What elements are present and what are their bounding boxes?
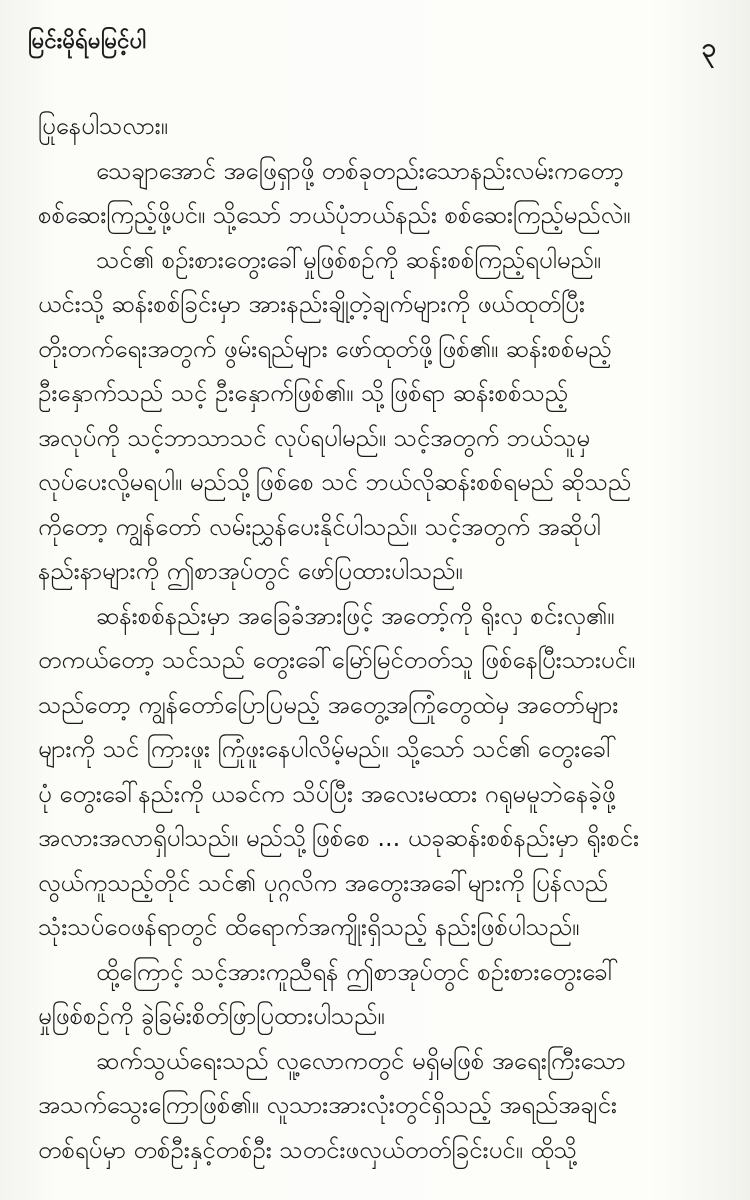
text-line: ပုံ တွေးခေါ်နည်းကို ယခင်က သိပ်ပြီး အလေးမထား ဂရုမမူဘဲနေခဲ့ဖို့ xyxy=(38,779,616,808)
body-text xyxy=(38,104,728,1172)
text-line: အလားအလာရှိပါသည်။ မည်သို့ဖြစ်စေ ... ယခုဆန်းစစ်နည်းမှာ ရိုးစင်း xyxy=(38,824,640,852)
text-line: တစ်ရပ်မှာ တစ်ဦးနှင့်တစ်ဦး သတင်းဖလှယ်တတ်ခြင်းပင်။ ထိုသို့ xyxy=(38,1135,577,1164)
text-line: လွယ်ကူသည့်တိုင် သင်၏ ပုဂ္ဂလိက အတွေးအခေါ်များကို ပြန်လည် xyxy=(38,868,608,897)
paragraph-start-line: သင်၏ စဉ်းစားတွေးခေါ်မှုဖြစ်စဉ်ကို ဆန်းစစ်ကြည့်ရပါမည်။ xyxy=(96,245,601,274)
text-line: ယင်းသို့ ဆန်းစစ်ခြင်းမှာ အားနည်းချို့တဲ့ချက်များကို ဖယ်ထုတ်ပြီး xyxy=(38,290,585,318)
text-line: သုံးသပ်ဝေဖန်ရာတွင် ထိရောက်အကျိုးရှိသည့် နည်းဖြစ်ပါသည်။ xyxy=(38,913,580,941)
text-line: အသက်သွေးကြောဖြစ်၏။ လူသားအားလုံးတွင်ရှိသည့် အရည်အချင်း xyxy=(38,1091,617,1119)
paragraph-start-line: ဆက်သွယ်ရေးသည် လူ့လောကတွင် မရှိမဖြစ် အရေးကြီးသော xyxy=(96,1046,626,1075)
text-line: ပြုနေပါသလား။ xyxy=(38,112,168,140)
paragraph-start-line: သေချာအောင် အဖြေရှာဖို့ တစ်ခုတည်းသောနည်းလမ်းကတော့ xyxy=(96,156,624,185)
paragraph-start-line: ဆန်းစစ်နည်းမှာ အခြေခံအားဖြင့် အတော့်ကို ရိုးလှ စင်းလှ၏။ xyxy=(96,601,615,630)
text-line: ကိုတော့ ကျွန်တော် လမ်းညွှန်ပေးနိုင်ပါသည်။ သင့်အတွက် အဆိုပါ xyxy=(38,512,601,541)
running-title: မြင်းမိုရ်မမြင့်ပါ xyxy=(28,29,147,54)
paragraph-start-line: ထို့ကြောင့် သင့်အားကူညီရန် ဤစာအုပ်တွင် စဉ်းစားတွေးခေါ် xyxy=(96,957,619,986)
text-line: မှုဖြစ်စဉ်ကို ခွဲခြမ်းစိတ်ဖြာပြထားပါသည်။ xyxy=(38,1002,385,1030)
text-line: တိုးတက်ရေးအတွက် ဖွမ်းရည်များ ဖော်ထုတ်ဖို့ဖြစ်၏။ ဆန်းစစ်မည့် xyxy=(38,334,612,363)
text-line: အလုပ်ကို သင့်ဘာသာသင် လုပ်ရပါမည်။ သင့်အတွက် ဘယ်သူမှ xyxy=(38,423,590,452)
text-line: ဦးနှောက်သည် သင့် ဦးနှောက်ဖြစ်၏။ သို့ဖြစ်ရာ ဆန်းစစ်သည့် xyxy=(38,379,568,407)
page-number: ၃ xyxy=(701,33,716,63)
text-line: လုပ်ပေးလို့မရပါ။ မည်သို့ဖြစ်စေ သင် ဘယ်လိုဆန်းစစ်ရမည် ဆိုသည် xyxy=(38,468,632,496)
text-line: သည်တော့ ကျွန်တော်ပြောပြမည့် အတွေ့အကြုံတွေထဲမှ အတော်များ xyxy=(38,690,619,719)
text-line: နည်းနာများကို ဤစာအုပ်တွင် ဖော်ပြထားပါသည်။ xyxy=(38,557,463,585)
text-line: တကယ်တော့ သင်သည် တွေးခေါ်မြော်မြင်တတ်သူ ဖြစ်နေပြီးသားပင်။ xyxy=(38,646,636,674)
text-line: များကို သင် ကြားဖူး ကြုံဖူးနေပါလိမ့်မည်။ သို့သော် သင်၏ တွေးခေါ် xyxy=(38,735,617,763)
text-line: စစ်ဆေးကြည့်ဖို့ပင်။ သို့သော် ဘယ်ပုံဘယ်နည်း စစ်ဆေးကြည့်မည်လဲ။ xyxy=(38,201,631,229)
